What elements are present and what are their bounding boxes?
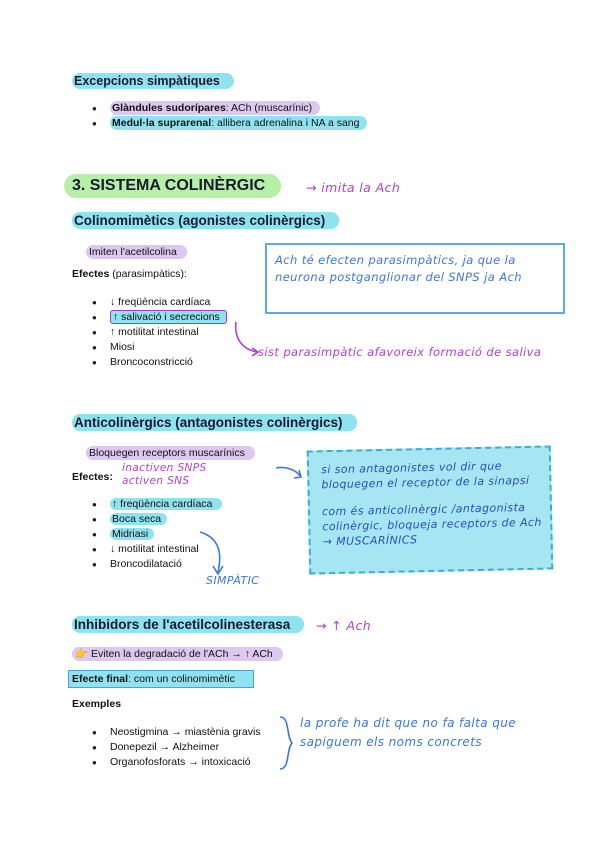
section-3-heading [64,174,281,198]
list-item: ● Broncodilatació [92,557,222,572]
page-title: 3. SISTEMA COLINÈRGIC [72,177,266,194]
inhibitors-note: → ↑ Ach [316,618,372,633]
examples-label: Exemples [72,698,122,710]
handwritten-saliva-note: sist parasimpàtic afavoreix formació de saliva [258,345,542,359]
handwritten-inactive-note: inactiven SNPS activen SNS [122,462,207,487]
list-item: ● ↑ salivació i secrecions [92,310,227,325]
inhibitors-title: Inhibidors de l'acetilcolinesterasa [72,616,304,633]
inhibitors-section [72,616,304,634]
list-item: ● Midriasi [92,527,222,542]
anticolinergics-effects-label: Efectes: [72,471,113,483]
colinomimetics-effects-list [92,295,227,370]
list-item: ● ↑ freqüència cardíaca [92,497,222,512]
blue-arrow-icon [274,462,304,484]
list-item: ● Neostigmina → miastènia gravis [92,725,261,740]
list-item: ● ↓ freqüència cardíaca [92,295,227,310]
anticolinergics-tag: Bloquegen receptors muscarínics [86,446,255,460]
handwritten-simpatic-note: SIMPÀTIC [206,574,260,587]
anticolinergics-title: Anticolinèrgics (antagonistes colinèrgics) [72,414,357,431]
curly-brace-icon [276,714,298,772]
handwritten-box-note: Ach té efecten parasimpàtics, ja que la neurona postganglionar del SNPS ja Ach [265,243,565,314]
simpatic-arrow-icon [196,528,236,580]
handwritten-antagonist-box [307,445,554,574]
list-item: ● Medul·la suprarenal: allibera adrenalina i NA a sang [92,116,367,131]
colinomimetics-effects-label: Efectes (parasimpàtics): [72,268,187,280]
section-3-note: → imita la Ach [306,180,401,195]
final-effect-box: Efecte final: com un colinomimètic [68,670,254,688]
examples-list [92,725,261,770]
list-item: ● ↑ motilitat intestinal [92,325,227,340]
antagonist-note-line1: si son antagonistes vol dir que bloquegen el receptor de la sinapsi [320,459,530,492]
antagonist-note-line2: com és anticolinèrgic /antagonista colinèrgic, bloqueja receptors de Ach → MUSCARÍNICS [321,501,542,549]
list-item: ● ↓ motilitat intestinal [92,542,222,557]
exceptions-section [72,72,234,90]
inhibitors-tag: 👉 Eviten la degradació de l'ACh → ↑ ACh [72,647,283,661]
exceptions-title: Excepcions simpàtiques [72,73,234,89]
handwritten-professor-note: la profe ha dit que no fa falta que sapiguem els noms concrets [300,716,517,749]
pink-arrow-icon [228,318,262,358]
list-item: ● Boca seca [92,512,222,527]
list-item: ● Donepezil → Alzheimer [92,740,261,755]
exceptions-list [92,101,367,131]
colinomimetics-title: Colinomimètics (agonistes colinèrgics) [72,212,339,229]
list-item: ● Broncoconstricció [92,355,227,370]
colinomimetics-section [72,212,339,230]
list-item: ● Miosi [92,340,227,355]
list-item: ● Glàndules sudorípares: ACh (muscarínic) [92,101,367,116]
anticolinergics-section [72,414,357,432]
list-item: ● Organofosforats → intoxicació [92,755,261,770]
colinomimetics-tag: Imiten l'acetilcolina [86,245,187,259]
